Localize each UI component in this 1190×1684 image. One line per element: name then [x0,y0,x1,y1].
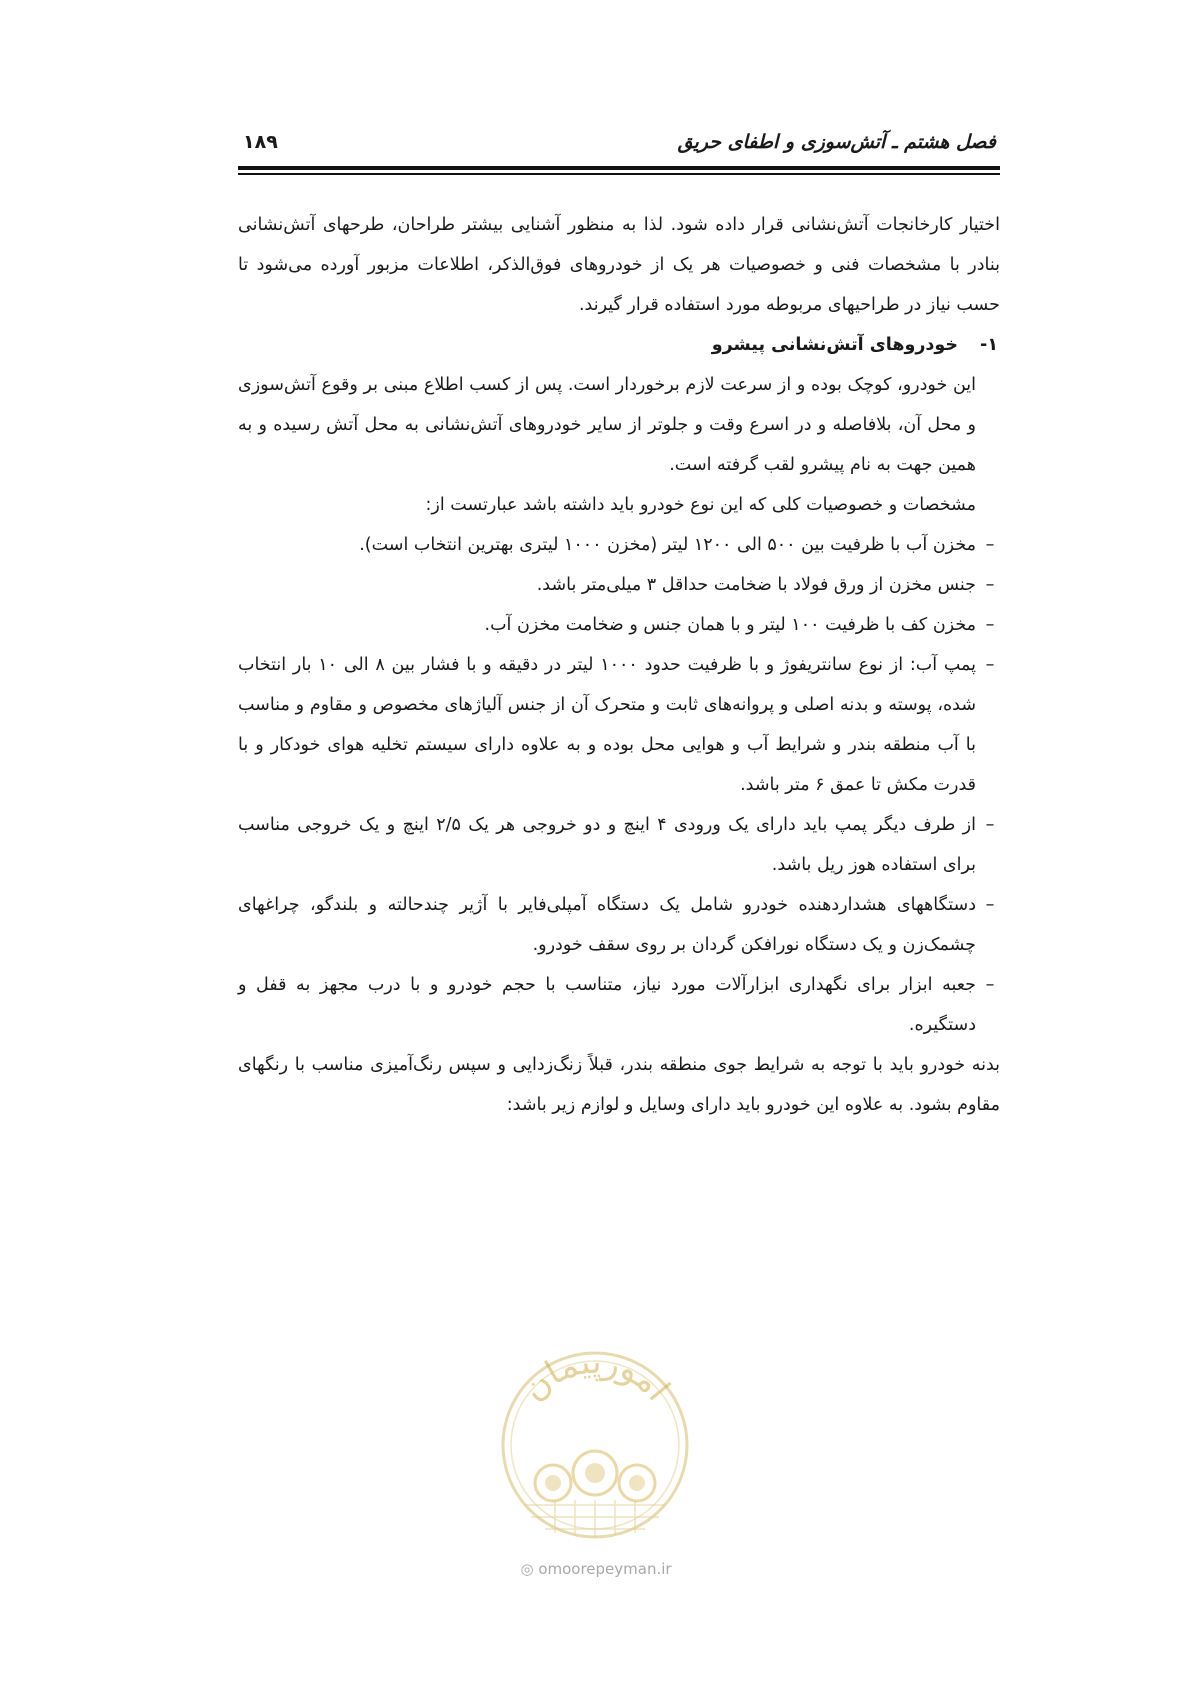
intro-paragraph: اختیار کارخانجات آتش‌نشانی قرار داده شود. لذا به منظور آشنایی بیشتر طراحان، طرحهای آتش‌نشانی بنادر با مشخصات فنی و خصوصیات هر یک از خودروهای فوق‌الذکر، اطلاعات مزبور آورده می‌شود تا حسب نیاز در طراحیهای مربوطه مورد استفاده قرار گیرند. [238,215,1000,315]
bullet-item [238,965,1000,1045]
bullet-text: از طرف دیگر پمپ باید دارای یک ورودی ۴ اینچ و دو خروجی هر یک ۲/۵ اینچ و یک خروجی مناسب برای استفاده هوز ریل باشد. [238,815,976,875]
bullet-text: مخزن کف با ظرفیت ۱۰۰ لیتر و با همان جنس و ضخامت مخزن آب. [484,615,976,635]
bullet-text: جعبه ابزار برای نگهداری ابزارآلات مورد نیاز، متناسب با حجم خودرو و با درب مجهز به قفل و دستگیره. [238,975,976,1035]
logo-text: امورپیمان [514,1345,678,1409]
bullet-item [238,605,1000,645]
bullet-dash-icon: – [985,535,995,555]
section-heading [238,325,1000,365]
svg-text:امورپیمان [514,1345,678,1409]
section-number: ۱- [980,335,998,355]
site-url: omoorepeyman.ir [538,1560,672,1578]
bullet-dash-icon: – [985,575,995,595]
section-paragraph: این خودرو، کوچک بوده و از سرعت لازم برخوردار است. پس از کسب اطلاع مبنی بر وقوع آتش‌سوزی و محل آن، بلافاصله و در اسرع وقت و جلوتر از سایر خودروهای آتش‌نشانی به محل آتش رسیده و به همین جهت به نام پیشرو لقب گرفته است. [238,375,976,475]
bullet-text: دستگاههای هشداردهنده خودرو شامل یک دستگاه آمپلی‌فایر با آژیر چندحالته و بلندگو، چراغهای چشمک‌زن و یک دستگاه نورافکن گردان بر روی سقف خودرو. [238,895,976,955]
site-icon: ◎ [520,1560,534,1578]
document-body [238,205,1000,1125]
bullet-text: جنس مخزن از ورق فولاد با ضخامت حداقل ۳ میلی‌متر باشد. [536,575,976,595]
spec-intro: مشخصات و خصوصیات کلی که این نوع خودرو باید داشته باشد عبارتست از: [425,495,976,515]
bullet-item [238,805,1000,885]
bullet-dash-icon: – [985,655,995,675]
bullet-item [238,645,1000,805]
bullet-item [238,565,1000,605]
header-rule-thin [238,173,1000,175]
header-rule-thick [238,166,1000,170]
bullet-text: پمپ آب: از نوع سانتریفوژ و با ظرفیت حدود ۱۰۰۰ لیتر در دقیقه و با فشار بین ۸ الی ۱۰ بار انتخاب شده، پوسته و بدنه اصلی و پروانه‌های ثابت و متحرک آن از جنس آلیاژهای مخصوص و مقاوم و مناسب با آب منطقه بندر و شرایط آب و هوایی محل بوده و به علاوه دارای سیستم تخلیه هوای خودکار و با قدرت مکش تا عمق ۶ متر باشد. [238,655,977,795]
chapter-title: فصل هشتم ـ آتش‌سوزی و اطفای حریق [677,131,996,153]
bullet-item [238,525,1000,565]
section-title: خودروهای آتش‌نشانی پیشرو [711,335,958,355]
bullet-dash-icon: – [985,615,995,635]
page-number: ۱۸۹ [243,131,278,153]
bullet-text: مخزن آب با ظرفیت بین ۵۰۰ الی ۱۲۰۰ لیتر (مخزن ۱۰۰۰ لیتری بهترین انتخاب است). [359,535,976,555]
closing-paragraph: بدنه خودرو باید با توجه به شرایط جوی منطقه بندر، قبلاً زنگ‌زدایی و سپس رنگ‌آمیزی مناسب با رنگهای مقاوم بشود. به علاوه این خودرو باید دارای وسایل و لوازم زیر باشد: [238,1055,1000,1115]
watermark-logo-icon [495,1345,695,1545]
watermark-site [498,1560,694,1578]
bullet-item [238,885,1000,965]
bullet-dash-icon: – [985,975,995,995]
bullet-dash-icon: – [985,815,995,835]
bullet-dash-icon: – [985,895,995,915]
